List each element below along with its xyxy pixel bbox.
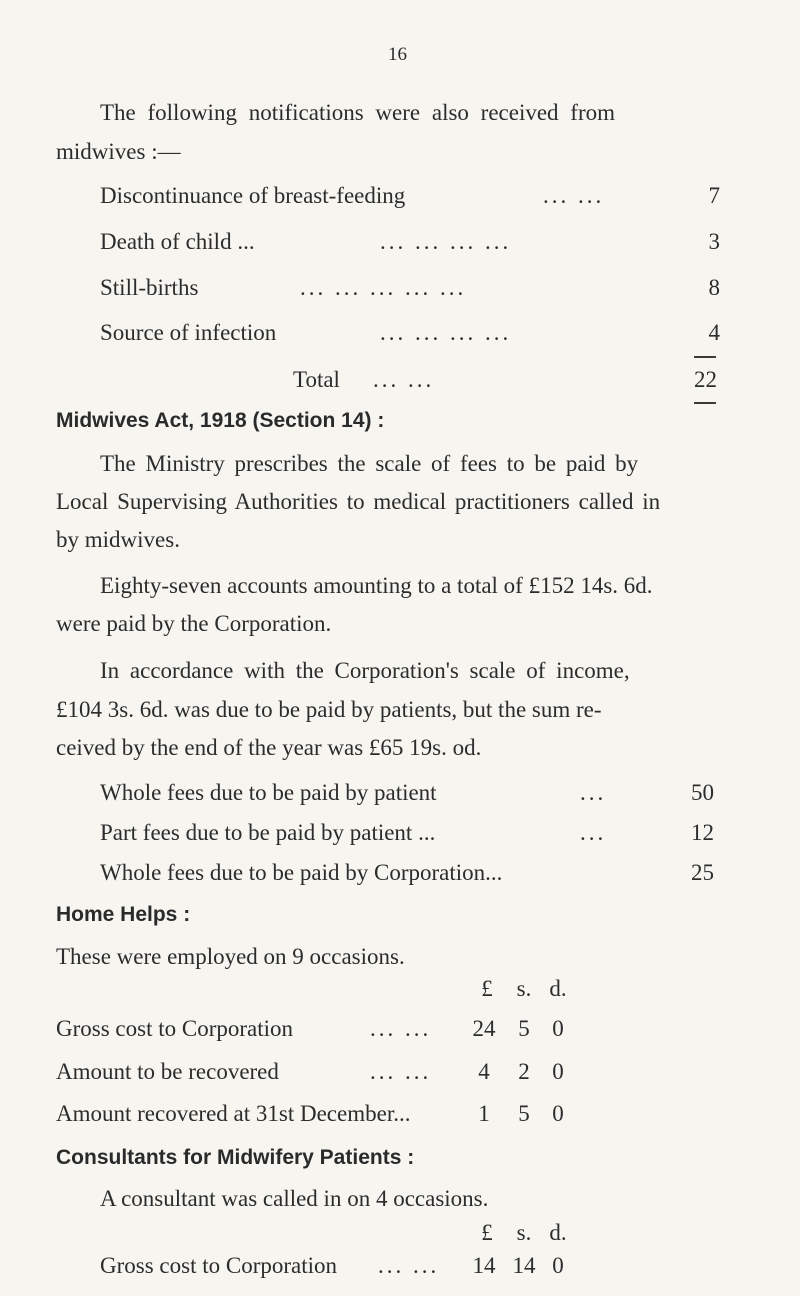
midwives-para2-line1: Eighty-seven accounts amounting to a total of £152 14s. 6d.	[100, 573, 653, 598]
home-helps-row-label-2: Amount recovered at 31st December...	[56, 1101, 411, 1126]
home-helps-row-dots-0: ... ...	[370, 1016, 432, 1041]
home-helps-row-pence-2: 0	[552, 1101, 564, 1126]
notifications-total-dots: ... ...	[373, 367, 435, 392]
fee-value-2: 25	[691, 860, 714, 885]
consultants-intro: A consultant was called in on 4 occasions.	[100, 1186, 489, 1211]
midwives-para1-line1: The Ministry prescribes the scale of fees to be paid by	[100, 451, 639, 476]
consultants-heading: Consultants for Midwifery Patients :	[56, 1146, 415, 1169]
home-helps-row-pence-0: 0	[552, 1016, 564, 1041]
notification-value-3: 4	[708, 320, 720, 345]
midwives-para3-line1: In accordance with the Corporation's scale of income,	[100, 658, 630, 683]
home-helps-row-pounds-2: 1	[478, 1101, 490, 1126]
consultants-col-pounds: £	[481, 1220, 493, 1245]
midwives-para1-line2: Local Supervising Authorities to medical practitioners called in	[56, 489, 661, 514]
home-helps-row-pence-1: 0	[552, 1059, 564, 1084]
notification-label-0: Discontinuance of breast-feeding	[100, 183, 406, 208]
home-helps-row-shillings-2: 5	[518, 1101, 530, 1126]
midwives-para3-line3: ceived by the end of the year was £65 19s. od.	[56, 735, 482, 760]
notification-dots-3: ... ... ... ...	[380, 320, 512, 345]
notification-dots-0: ... ...	[543, 183, 605, 208]
consultants-col-shillings: s.	[516, 1220, 532, 1245]
consultants-row-pounds-0: 14	[472, 1253, 496, 1278]
home-helps-row-pounds-1: 4	[478, 1059, 490, 1084]
home-helps-row-label-1: Amount to be recovered	[56, 1059, 279, 1084]
home-helps-row-shillings-0: 5	[518, 1016, 530, 1041]
notifications-total-value: 22	[694, 367, 717, 392]
total-rule-top	[694, 356, 716, 358]
intro-line-1: The following notifications were also received from	[100, 100, 616, 125]
consultants-col-pence: d.	[549, 1220, 567, 1245]
fee-label-0: Whole fees due to be paid by patient	[100, 780, 437, 805]
midwives-act-heading: Midwives Act, 1918 (Section 14) :	[56, 409, 385, 432]
home-helps-row-dots-1: ... ...	[370, 1059, 432, 1084]
fee-dots-1: ...	[580, 820, 607, 845]
midwives-para2-line2: were paid by the Corporation.	[56, 611, 332, 636]
home-helps-row-pounds-0: 24	[472, 1016, 496, 1041]
notifications-total-label: Total	[293, 367, 340, 392]
home-helps-col-pence: d.	[549, 976, 567, 1001]
home-helps-intro: These were employed on 9 occasions.	[56, 944, 405, 969]
total-rule-bottom	[694, 402, 716, 404]
midwives-para3-line2: £104 3s. 6d. was due to be paid by patients, but the sum re-	[56, 697, 602, 722]
notification-value-1: 3	[708, 229, 720, 254]
home-helps-heading: Home Helps :	[56, 903, 191, 926]
home-helps-row-label-0: Gross cost to Corporation	[56, 1016, 294, 1041]
fee-dots-0: ...	[580, 780, 607, 805]
home-helps-col-shillings: s.	[516, 976, 532, 1001]
notification-label-1: Death of child ...	[100, 229, 255, 254]
notification-label-3: Source of infection	[100, 320, 277, 345]
home-helps-col-pounds: £	[481, 976, 493, 1001]
home-helps-row-shillings-1: 2	[518, 1059, 530, 1084]
fee-label-2: Whole fees due to be paid by Corporation...	[100, 860, 503, 885]
consultants-row-dots-0: ... ...	[378, 1253, 440, 1278]
notification-dots-2: ... ... ... ... ...	[300, 275, 467, 300]
consultants-row-shillings-0: 14	[512, 1253, 536, 1278]
consultants-row-pence-0: 0	[552, 1253, 564, 1278]
notification-dots-1: ... ... ... ...	[380, 229, 512, 254]
intro-line-2: midwives :—	[56, 139, 181, 164]
notification-value-0: 7	[708, 183, 720, 208]
fee-value-0: 50	[691, 780, 714, 805]
fee-label-1: Part fees due to be paid by patient ...	[100, 820, 436, 845]
midwives-para1-line3: by midwives.	[56, 527, 180, 552]
notification-label-2: Still-births	[100, 275, 199, 300]
page-number: 16	[388, 44, 407, 65]
consultants-row-label-0: Gross cost to Corporation	[100, 1253, 338, 1278]
notification-value-2: 8	[708, 275, 720, 300]
fee-value-1: 12	[691, 820, 714, 845]
